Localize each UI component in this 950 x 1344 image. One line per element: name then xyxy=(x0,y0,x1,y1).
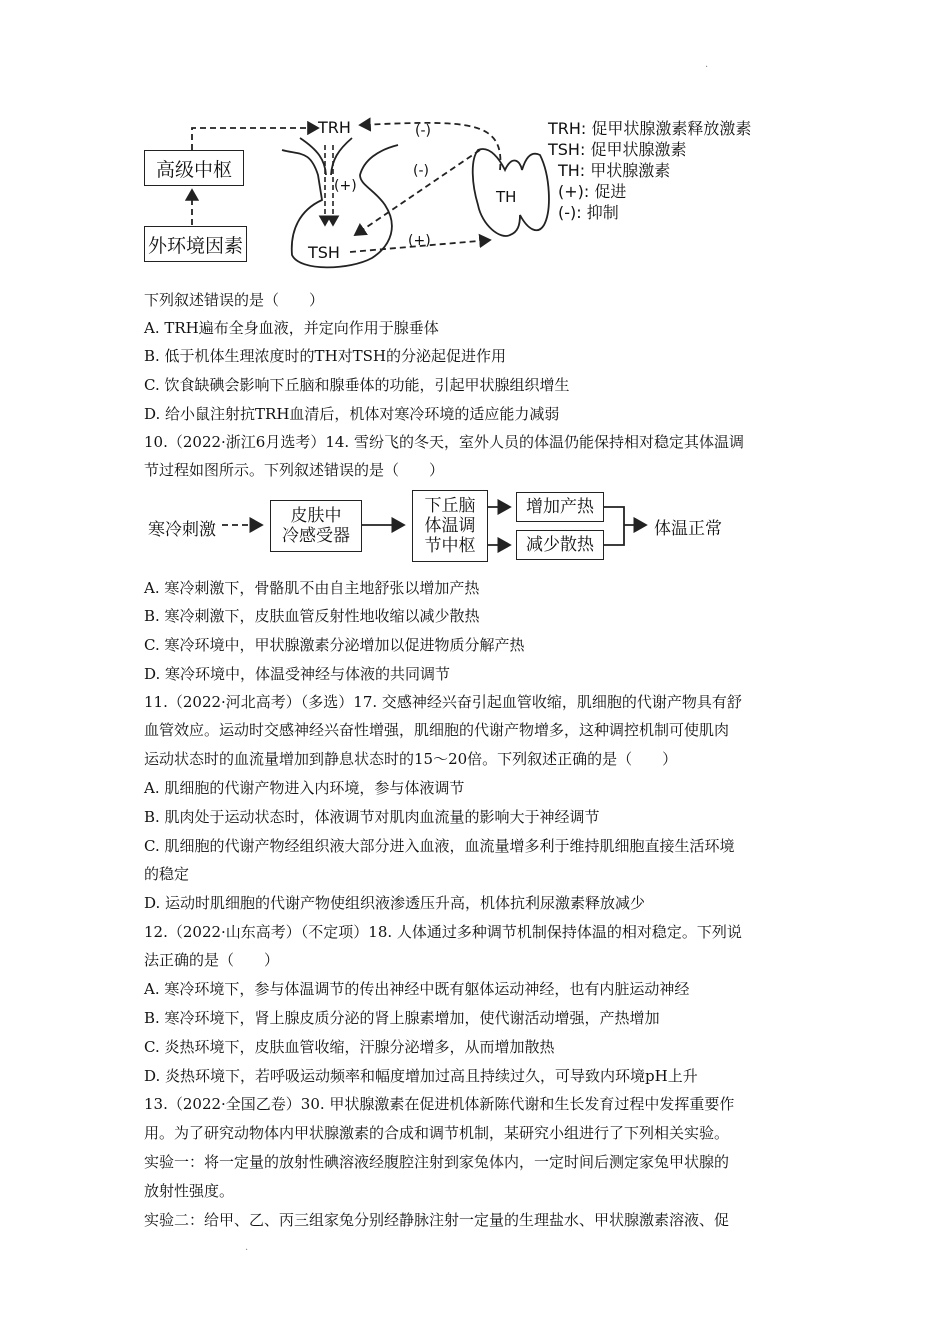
q11-option-d: D. 运动时肌细胞的代谢产物使组织液渗透压升高，机体抗利尿激素释放减少 xyxy=(144,894,646,912)
increase-heat-box: 增加产热 xyxy=(516,492,604,522)
legend-minus: (-): 抑制 xyxy=(558,203,619,222)
cold-stimulus-label: 寒冷刺激 xyxy=(148,520,216,540)
higher-center-to-trh-arrow xyxy=(192,128,318,150)
q11-option-c: C. 肌细胞的代谢产物经组织液大部分进入血液，血流量增多利于维持肌细胞直接生活环境 xyxy=(144,837,735,855)
q13-line-1: 13.（2022·全国乙卷）30. 甲状腺激素在促进机体新陈代谢和生长发育过程中发挥重要作 xyxy=(144,1095,735,1113)
scan-dot: · xyxy=(705,62,709,73)
q10-option-b: B. 寒冷刺激下，皮肤血管反射性地收缩以减少散热 xyxy=(144,607,480,625)
label-plus-tsh: (+) xyxy=(408,233,431,249)
q13-line-3: 实验一：将一定量的放射性碘溶液经腹腔注射到家兔体内，一定时间后测定家兔甲状腺的 xyxy=(144,1153,730,1171)
q13-line-2: 用。为了研究动物体内甲状腺激素的合成和调节机制，某研究小组进行了下列相关实验。 xyxy=(144,1124,730,1142)
label-minus-diag: (-) xyxy=(413,163,429,179)
skin-receptor-line-1: 皮肤中 xyxy=(290,506,342,526)
external-factors-box: 外环境因素 xyxy=(144,226,247,262)
merge-bracket xyxy=(604,507,624,545)
diagram-legend xyxy=(548,118,751,223)
label-th: TH xyxy=(496,188,517,206)
skin-receptor-line-2: 冷感受器 xyxy=(282,526,350,546)
q12-line-1: 12.（2022·山东高考）（不定项）18. 人体通过多种调节机制保持体温的相对稳定。下列说 xyxy=(144,923,742,941)
q9-option-b: B. 低于机体生理浓度时的TH对TSH的分泌起促进作用 xyxy=(144,347,507,365)
q12-option-b: B. 寒冷环境下，肾上腺皮质分泌的肾上腺素增加，使代谢活动增强，产热增加 xyxy=(144,1009,660,1027)
q10-option-a: A. 寒冷刺激下，骨骼肌不由自主地舒张以增加产热 xyxy=(144,579,480,597)
q11-option-a: A. 肌细胞的代谢产物进入内环境，参与体液调节 xyxy=(144,779,465,797)
hypothalamus-line-2: 体温调 xyxy=(424,516,476,536)
hypothalamus-line-3: 节中枢 xyxy=(424,536,476,556)
q10-option-d: D. 寒冷环境中，体温受神经与体液的共同调节 xyxy=(144,665,451,683)
q9-stem: 下列叙述错误的是（ ） xyxy=(144,291,325,309)
q9-option-c: C. 饮食缺碘会影响下丘脑和腺垂体的功能，引起甲状腺组织增生 xyxy=(144,376,570,394)
q12-line-2: 法正确的是（ ） xyxy=(144,951,280,969)
legend-tsh: TSH: 促甲状腺激素 xyxy=(548,140,687,159)
skin-receptor-box xyxy=(270,500,362,552)
hypothalamus-line-1: 下丘脑 xyxy=(424,496,476,516)
hypothalamus-center-box xyxy=(412,490,488,562)
q9-option-a: A. TRH遍布全身血液，并定向作用于腺垂体 xyxy=(144,319,439,337)
q11-line-1: 11.（2022·河北高考）（多选）17. 交感神经兴奋引起血管收缩，肌细胞的代谢产物具有舒 xyxy=(144,693,742,711)
label-minus-top: (-) xyxy=(415,123,431,139)
q13-line-4: 放射性强度。 xyxy=(144,1182,235,1200)
q11-option-b: B. 肌肉处于运动状态时，体液调节对肌肉血流量的影响大于神经调节 xyxy=(144,808,600,826)
reduce-loss-box: 减少散热 xyxy=(516,530,604,560)
higher-center-box: 高级中枢 xyxy=(144,150,244,186)
q13-line-5: 实验二：给甲、乙、丙三组家兔分别经静脉注射一定量的生理盐水、甲状腺激素溶液、促 xyxy=(144,1211,730,1229)
q10-line-2: 节过程如图所示。下列叙述错误的是（ ） xyxy=(144,461,445,479)
label-trh: TRH xyxy=(318,118,351,137)
q12-option-d: D. 炎热环境下，若呼吸运动频率和幅度增加过高且持续过久，可导致内环境pH上升 xyxy=(144,1067,698,1085)
q10-option-c: C. 寒冷环境中，甲状腺激素分泌增加以促进物质分解产热 xyxy=(144,636,525,654)
hpt-axis-diagram xyxy=(0,0,950,280)
label-plus-pituitary: (+) xyxy=(334,178,357,194)
label-tsh: TSH xyxy=(308,243,340,262)
legend-trh: TRH: 促甲状腺激素释放激素 xyxy=(548,119,752,138)
q12-option-c: C. 炎热环境下，皮肤血管收缩，汗腺分泌增多，从而增加散热 xyxy=(144,1038,555,1056)
q11-line-2: 血管效应。运动时交感神经兴奋性增强，肌细胞的代谢产物增多，这种调控机制可使肌肉 xyxy=(144,721,730,739)
scan-dot-bottom: · xyxy=(245,1245,249,1256)
legend-th: TH: 甲状腺激素 xyxy=(558,161,671,180)
q11-option-c-cont: 的稳定 xyxy=(144,865,190,883)
normal-temp-label: 体温正常 xyxy=(654,519,722,539)
q12-option-a: A. 寒冷环境下，参与体温调节的传出神经中既有躯体运动神经，也有内脏运动神经 xyxy=(144,980,690,998)
q9-option-d: D. 给小鼠注射抗TRH血清后，机体对寒冷环境的适应能力减弱 xyxy=(144,405,560,423)
legend-plus: (+): 促进 xyxy=(558,182,627,201)
q11-line-3: 运动状态时的血流量增加到静息状态时的15～20倍。下列叙述正确的是（ ） xyxy=(144,750,678,768)
q10-line-1: 10.（2022·浙江6月选考）14. 雪纷飞的冬天，室外人员的体温仍能保持相对稳定其体温调 xyxy=(144,433,744,451)
